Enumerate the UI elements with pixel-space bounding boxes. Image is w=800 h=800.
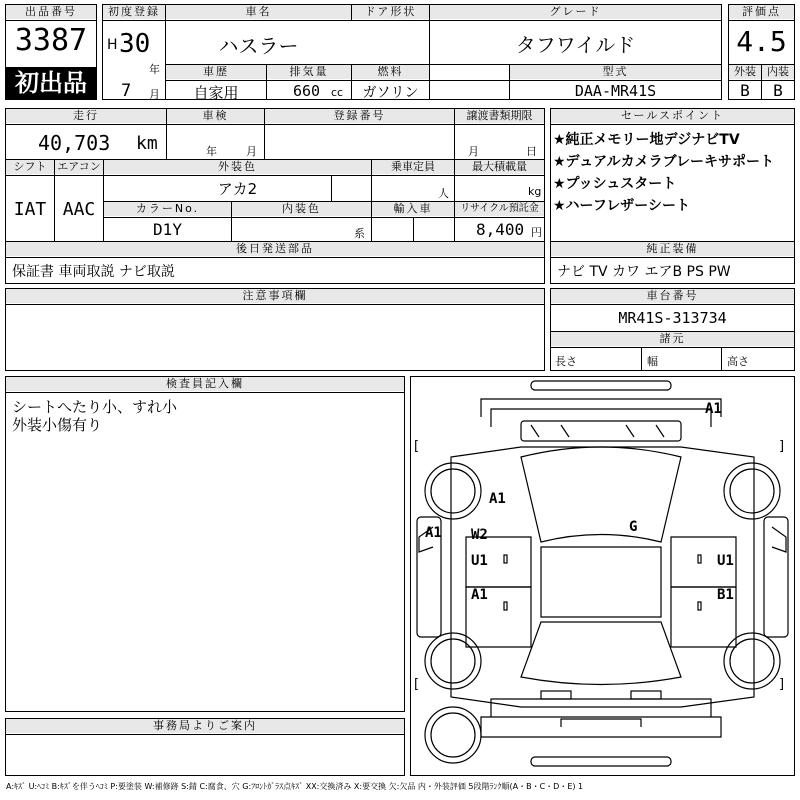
- model-label: 型式: [510, 65, 721, 79]
- equip-label: 純正装備: [551, 242, 794, 256]
- displacement-unit: cc: [331, 86, 344, 99]
- lot-label: 出品番号: [6, 5, 96, 19]
- inspector-label: 検査員記入欄: [6, 377, 404, 391]
- mileage-label: 走行: [6, 109, 166, 123]
- recycle-label: リサイクル預託金: [455, 202, 544, 216]
- chassis-box: [550, 288, 795, 371]
- colorno-value: D1Y: [153, 220, 182, 239]
- int-grade-value: B: [773, 81, 783, 100]
- notes-label: 注意事項欄: [6, 289, 544, 303]
- colorno-label: カラーNo.: [104, 202, 231, 216]
- grade-value: タフワイルド: [515, 33, 636, 57]
- bracket-right-2: ]: [779, 677, 785, 692]
- displacement-label: 排気量: [267, 65, 351, 79]
- interior-label: 内装色: [232, 202, 371, 216]
- capacity-label: 乗車定員: [372, 160, 454, 174]
- fuel-label: 燃料: [352, 65, 429, 79]
- dim-height-label: 高さ: [727, 355, 749, 368]
- regno-label: 登録番号: [265, 109, 454, 123]
- fuel-value: ガソリン: [362, 85, 419, 101]
- mileage-unit: km: [136, 133, 158, 154]
- color-label: 外装色: [104, 160, 371, 174]
- inspection-year-unit: 年: [206, 145, 217, 158]
- reg-era: H: [107, 37, 118, 53]
- shift-value: IAT: [13, 199, 47, 220]
- grade-label: グレード: [430, 5, 721, 19]
- office-box: [5, 718, 405, 776]
- doc-label: 譲渡書類期限: [455, 109, 544, 123]
- mark-door-front-left-a: W2: [471, 527, 488, 543]
- ac-label: エアコン: [55, 160, 103, 174]
- later-label: 後日発送部品: [6, 242, 544, 256]
- car-name: ハスラー: [218, 34, 299, 58]
- reg-month-unit: 月: [149, 88, 160, 101]
- door-label: ドア形状: [352, 5, 429, 19]
- shift-label: シフト: [6, 160, 54, 174]
- score-label: 評価点: [729, 5, 794, 19]
- ac-value: AAC: [62, 199, 96, 220]
- chassis-value: MR41S-313734: [618, 309, 727, 327]
- int-grade-label: 内装: [762, 65, 794, 79]
- reg-year: 30: [119, 29, 151, 59]
- legend: A:ｷｽﾞ U:ﾍｺﾐ B:ｷｽﾞを伴うﾍｺﾐ P:要塗装 W:補修跡 S:錆 C:腐食、穴 G:ﾌﾛﾝﾄｶﾞﾗｽ点ｷｽﾞ XX:交換済み X:要交換 欠:欠品 内・外装評価 5段階ﾗﾝｸ順(A・B・C・D・E) 1: [6, 782, 584, 791]
- notes-box: [5, 288, 545, 371]
- model-value: DAA-MR41S: [574, 82, 657, 100]
- chassis-label: 車台番号: [551, 289, 794, 303]
- history-label: 車歴: [166, 65, 266, 79]
- recycle-unit: 円: [531, 226, 542, 239]
- damage-diagram: [410, 376, 795, 776]
- bracket-right-1: ]: [779, 439, 785, 454]
- first-listing-badge: 初出品: [6, 67, 96, 99]
- ext-grade-label: 外装: [729, 65, 761, 79]
- score-value: 4.5: [736, 25, 787, 58]
- car-name-label: 車名: [166, 5, 351, 19]
- car-outline: [411, 377, 794, 775]
- sales-point-1: ★純正メモリー地デジナビTV: [553, 132, 740, 148]
- office-label: 事務局よりご案内: [6, 719, 404, 733]
- import-label: 輸入車: [372, 202, 454, 216]
- mark-windshield: G: [629, 519, 638, 535]
- interior-unit: 系: [354, 227, 365, 240]
- inspector-line-2: 外装小傷有り: [12, 416, 103, 434]
- sales-box: [550, 108, 795, 284]
- mark-front-bumper: A1: [705, 401, 722, 417]
- recycle-value: 8,400: [476, 220, 525, 239]
- ext-grade-value: B: [740, 81, 750, 100]
- lot-number: 3387: [14, 23, 88, 58]
- mark-front-fender-left: A1: [425, 525, 442, 541]
- mark-hood: A1: [489, 491, 506, 507]
- load-unit: kg: [528, 185, 542, 198]
- inspection-month-unit: 月: [246, 145, 257, 158]
- sales-point-3: ★プッシュスタート: [553, 176, 677, 192]
- registration-box: [102, 4, 722, 100]
- inspector-line-1: シートへたり小、すれ小: [12, 398, 178, 416]
- dim-length-label: 長さ: [555, 355, 577, 368]
- score-box: [728, 4, 795, 100]
- capacity-unit: 人: [438, 187, 449, 200]
- doc-day-unit: 日: [526, 145, 537, 158]
- color-value: アカ2: [217, 180, 258, 198]
- lot-box: [5, 4, 97, 100]
- load-label: 最大積載量: [455, 160, 544, 174]
- inspector-box: [5, 376, 405, 712]
- spec-box: [5, 108, 545, 284]
- sales-point-4: ★ハーフレザーシート: [553, 198, 691, 214]
- reg-month: 7: [121, 81, 132, 101]
- mark-door-front-right: U1: [717, 553, 734, 569]
- history-value: 自家用: [193, 84, 239, 102]
- equip-value: ナビ TV カワ エアB PS PW: [557, 264, 731, 280]
- mark-door-rear-right: B1: [717, 587, 734, 603]
- doc-month-unit: 月: [468, 145, 479, 158]
- reg-year-unit: 年: [149, 63, 160, 76]
- bracket-left-1: [: [414, 439, 420, 454]
- dim-width-label: 幅: [647, 355, 658, 368]
- sales-label: セールスポイント: [551, 109, 794, 123]
- sales-point-2: ★デュアルカメラブレーキサポート: [553, 154, 775, 170]
- dim-label: 諸元: [551, 332, 794, 346]
- mark-door-rear-left: A1: [471, 587, 488, 603]
- later-value: 保証書 車両取説 ナビ取説: [12, 264, 175, 280]
- reg-label: 初度登録: [103, 5, 165, 19]
- bracket-left-2: [: [414, 677, 420, 692]
- inspection-label: 車検: [167, 109, 264, 123]
- displacement-value: 660: [293, 82, 321, 100]
- mark-door-front-left-b: U1: [471, 553, 488, 569]
- mileage-value: 40,703: [38, 131, 111, 155]
